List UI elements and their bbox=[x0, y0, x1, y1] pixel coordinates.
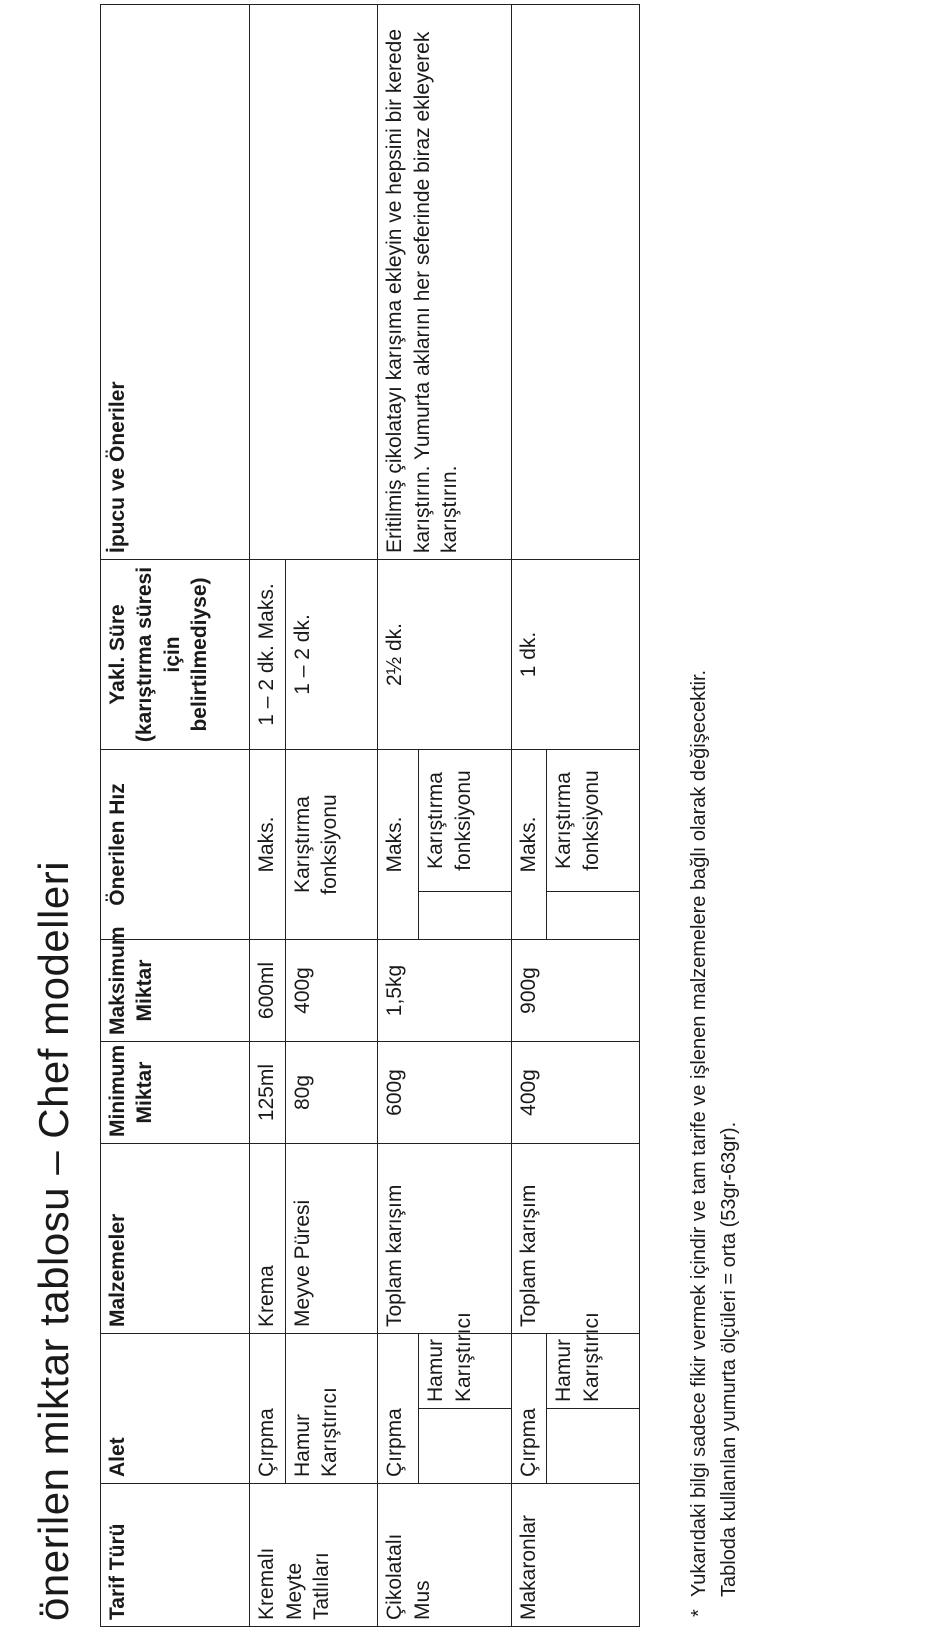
time-cell: 1 – 2 dk. bbox=[285, 560, 378, 750]
max-cell: 1,5kg bbox=[378, 940, 512, 1042]
header-speed: Önerilen Hız bbox=[101, 750, 250, 940]
ingredients-cell: Toplam karışım bbox=[512, 1144, 640, 1334]
speed-cell: Karıştırma fonksiyonu bbox=[285, 750, 378, 940]
tips-cell bbox=[512, 5, 640, 560]
tool-cell: Hamur Karıştırıcı bbox=[419, 1334, 512, 1409]
time-cell: 1 – 2 dk. Maks. bbox=[250, 560, 285, 750]
header-min: Minimum Miktar bbox=[101, 1042, 250, 1144]
header-tips: İpucu ve Öneriler bbox=[101, 5, 250, 560]
recipe-cell: Makaronlar bbox=[512, 1484, 640, 1627]
quantity-table bbox=[100, 4, 640, 1627]
tool-cell: Hamur Karıştırıcı bbox=[285, 1334, 378, 1484]
tool-cell: Hamur Karıştırıcı bbox=[547, 1334, 640, 1409]
table-header-row bbox=[101, 5, 250, 1627]
table-row bbox=[378, 5, 419, 1627]
ingredients-cell: Meyve Püresi bbox=[285, 1144, 378, 1334]
footnote-line-1 bbox=[688, 670, 711, 1617]
speed-cell: Maks. bbox=[512, 750, 547, 940]
min-cell: 80g bbox=[285, 1042, 378, 1144]
header-recipe: Tarif Türü bbox=[101, 1484, 250, 1627]
table-row bbox=[512, 5, 547, 1627]
table-row bbox=[250, 5, 285, 1627]
ingredients-cell: Toplam karışım bbox=[378, 1144, 512, 1334]
header-max: Maksimum Miktar bbox=[101, 940, 250, 1042]
speed-cell: Maks. bbox=[378, 750, 419, 940]
footnote-text-1: Yukarıdaki bilgi sadece fikir vermek içindir ve tam tarife ve işlenen malzemelere bağlı olarak değişecektir. bbox=[688, 669, 710, 1597]
page-title: önerilen miktar tablosu – Chef modelleri bbox=[30, 860, 77, 1621]
speed-cell: Maks. bbox=[250, 750, 285, 940]
recipe-cell: Çikolatalı Mus bbox=[378, 1484, 512, 1627]
min-cell: 400g bbox=[512, 1042, 640, 1144]
footnote-line-2: Tabloda kullanılan yumurta ölçüleri = orta (53gr-63gr). bbox=[718, 1121, 740, 1597]
header-time: Yakl. Süre (karıştırma süresi için belirtilmediyse) bbox=[101, 560, 250, 750]
time-cell: 1 dk. bbox=[512, 560, 640, 750]
header-ingredients: Malzemeler bbox=[101, 1144, 250, 1334]
max-cell: 600ml bbox=[250, 940, 285, 1042]
tool-cell: Çırpma bbox=[378, 1334, 419, 1484]
recipe-cell: Kremalı Meyte Tatlıları bbox=[250, 1484, 378, 1627]
speed-cell: Karıştırma fonksiyonu bbox=[419, 750, 512, 892]
ingredients-cell: Krema bbox=[250, 1144, 285, 1334]
header-tool: Alet bbox=[101, 1334, 250, 1484]
footnote-marker: * bbox=[688, 1609, 710, 1617]
tips-cell: Eritilmiş çikolatayı karışıma ekleyin ve hepsini bir kerede karıştırın. Yumurta aklarını her seferinde biraz ekleyerek karıştırın. bbox=[378, 5, 512, 560]
tool-cell: Çırpma bbox=[250, 1334, 285, 1484]
min-cell: 125ml bbox=[250, 1042, 285, 1144]
speed-cell: Karıştırma fonksiyonu bbox=[547, 750, 640, 892]
max-cell: 400g bbox=[285, 940, 378, 1042]
tool-cell: Çırpma bbox=[512, 1334, 547, 1484]
time-cell: 2½ dk. bbox=[378, 560, 512, 750]
max-cell: 900g bbox=[512, 940, 640, 1042]
tips-cell bbox=[250, 5, 378, 560]
min-cell: 600g bbox=[378, 1042, 512, 1144]
